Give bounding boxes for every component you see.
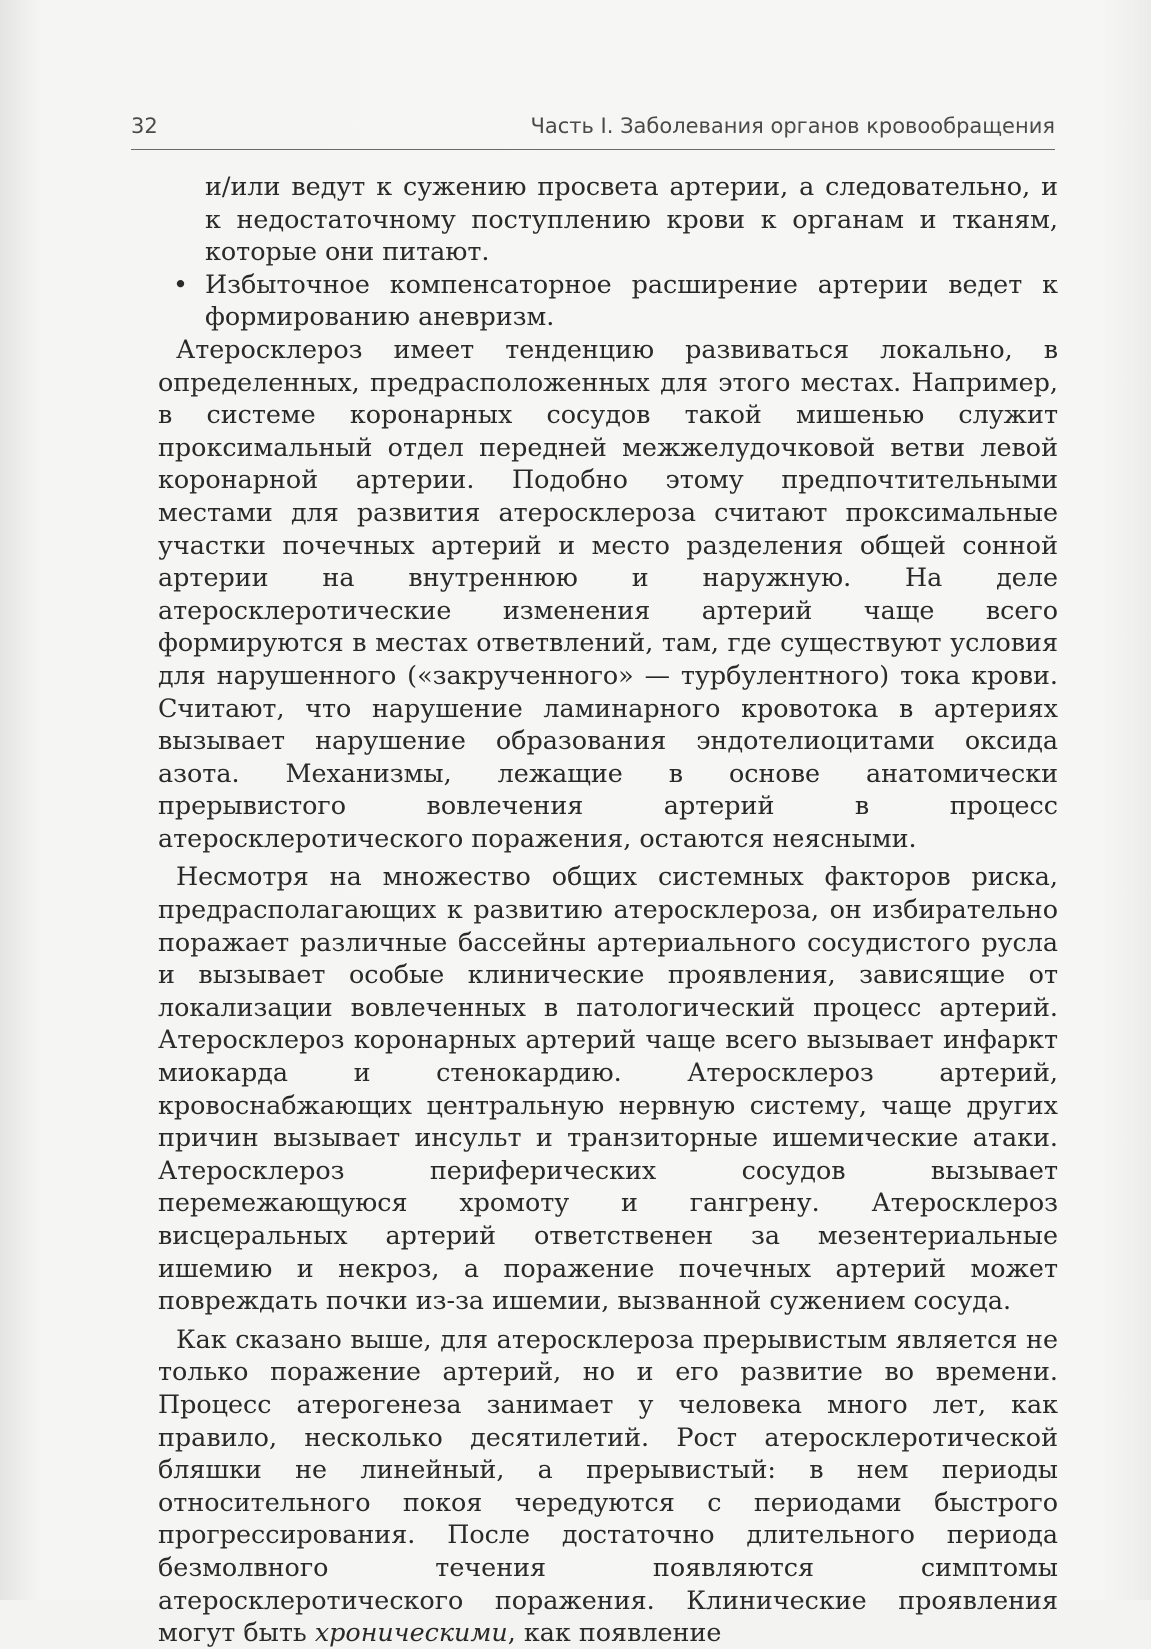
paragraph-1: Атеросклероз имеет тенденцию развиваться локально, в определенных, предрасположенных для этого местах. Например, в системе коронарных сосудов такой мишенью служит проксимальный отдел передней межжелудочковой ветви левой коронарной артерии. Подобно этому предпочтительными местами для развития атеросклероза считают проксимальные участки почечных артерий и место разделения общей сонной артерии на внутреннюю и наружную. На деле атеросклеротические изменения артерий чаще всего формируются в местах ответвлений, там, где существуют условия для нарушенного («закрученного» — турбулентного) тока крови. Считают, что нарушение ламинарного кровотока в артериях вызывает нарушение образования эндотелиоцитами оксида азота. Механизмы, лежащие в основе анатомически прерывистого вовлечения артерий в процесс атеросклеротического поражения, остаются неясными. — [158, 333, 1058, 853]
paragraph-2: Несмотря на множество общих системных факторов риска, предрасполагающих к развитию атеросклероза, он избирательно поражает различные бассейны артериального сосудистого русла и вызывает особые клинические проявления, зависящие от локализации вовлеченных в патологический процесс артерий. Атеросклероз коронарных артерий чаще всего вызывает инфаркт миокарда и стенокардию. Атеросклероз артерий, кровоснабжающих центральную нервную систему, чаще других причин вызывает инсульт и транзиторные ишемические атаки. Атеросклероз периферических сосудов вызывает перемежающуюся хромоту и гангрену. Атеросклероз висцеральных артерий ответственен за мезентериальные ишемию и некроз, а поражение почечных артерий может повреждать почки из-за ишемии, вызванной сужением сосуда. — [158, 861, 1058, 1316]
paragraph-3-start: Как сказано выше, для атеросклероза прерывистым является не только поражение артерий, но и его развитие во времени. Процесс атерогенеза занимает у человека много лет, как правило, несколько десятилетий. Рост атеросклеротической бляшки не линейный, а прерывистый: в нем периоды относительного покоя чередуются с периодами быстрого прогрессирования. После достаточно длительного периода безмолвного течения появляются симптомы атеросклеротического поражения. Клинические проявления могут быть — [158, 1323, 1058, 1648]
bullet-marker: • — [173, 268, 188, 299]
paragraph-3-end: , как появление — [507, 1617, 722, 1648]
page-body — [158, 170, 1058, 1649]
running-header — [131, 114, 1055, 150]
running-title: Часть I. Заболевания органов кровообращения — [530, 114, 1055, 138]
continuation-text: и/или ведут к сужению просвета артерии, а следовательно, и к недостаточному поступлению крови к органам и тканям, которые они питают. — [205, 171, 1058, 267]
bullet-item — [173, 268, 1058, 333]
header-rule — [131, 149, 1055, 151]
paragraph-3-emphasis: хроническими — [314, 1617, 508, 1648]
bullet-text: Избыточное компенсаторное расширение артерии ведет к формированию аневризм. — [205, 268, 1058, 332]
page-number: 32 — [131, 114, 158, 138]
